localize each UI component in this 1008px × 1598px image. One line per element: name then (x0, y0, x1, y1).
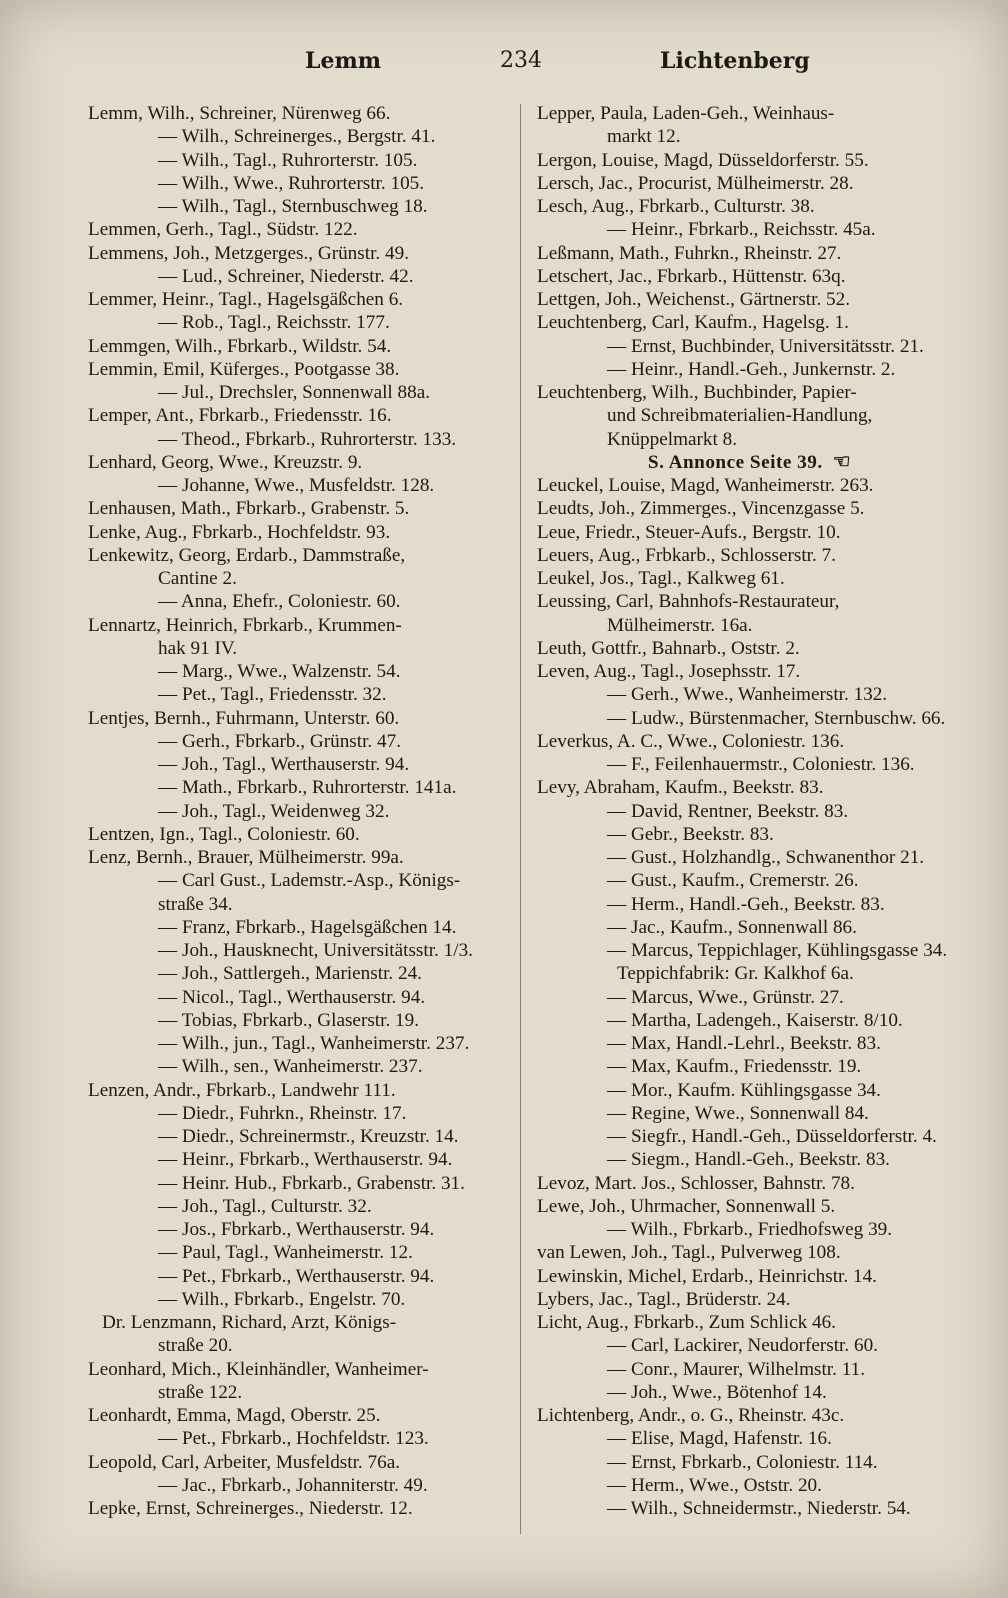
entry-line: — Gerh., Wwe., Wanheimerstr. 132. (607, 684, 888, 706)
entry-line: — Wilh., jun., Tagl., Wanheimerstr. 237. (158, 1033, 470, 1054)
entry-line: — Theod., Fbrkarb., Ruhrorterstr. 133. (158, 428, 457, 450)
entry-line: — Wilh., Tagl., Ruhrorterstr. 105. (158, 149, 418, 171)
entry-line: straße 34. (158, 893, 233, 915)
entry-line: — Heinr., Fbrkarb., Werthauserstr. 94. (158, 1149, 453, 1171)
entry-line: straße 122. (158, 1381, 243, 1403)
entry-line: Lemmgen, Wilh., Fbrkarb., Wildstr. 54. (88, 335, 392, 357)
entry-line: — Wilh., Schreinerges., Bergstr. 41. (158, 126, 436, 148)
entry-line: — Diedr., Fuhrkn., Rheinstr. 17. (158, 1102, 407, 1124)
entry-line: Leonhard, Mich., Kleinhändler, Wanheimer- (88, 1358, 429, 1380)
entry-line: — Conr., Maurer, Wilhelmstr. 11. (607, 1358, 865, 1380)
entry-line: Levoz, Mart. Jos., Schlosser, Bahnstr. 78. (537, 1172, 855, 1194)
entry-line: — Max, Handl.-Lehrl., Beekstr. 83. (607, 1033, 881, 1054)
entry-line: Lemmens, Joh., Metzgerges., Grünstr. 49. (88, 242, 409, 264)
entry-line: — Gerh., Fbrkarb., Grünstr. 47. (158, 730, 402, 752)
entry-line: — Nicol., Tagl., Werthauserstr. 94. (158, 986, 426, 1008)
entry-line: — Diedr., Schreinermstr., Kreuzstr. 14. (158, 1126, 459, 1147)
entry-line: — Siegfr., Handl.-Geh., Düsseldorferstr. 4. (607, 1126, 937, 1147)
column-divider (520, 104, 521, 1534)
entry-line: — Gebr., Beekstr. 83. (607, 823, 774, 845)
entry-line: Lenke, Aug., Fbrkarb., Hochfeldstr. 93. (88, 521, 391, 543)
entry-line: Letschert, Jac., Fbrkarb., Hüttenstr. 63q. (537, 265, 846, 287)
right-column (537, 102, 962, 1520)
entry-line: — Heinr. Hub., Fbrkarb., Grabenstr. 31. (158, 1172, 465, 1194)
entry-line: Lenkewitz, Georg, Erdarb., Dammstraße, (88, 544, 406, 566)
entry-line: — Lud., Schreiner, Niederstr. 42. (158, 265, 414, 287)
entry-line: — Joh., Tagl., Werthauserstr. 94. (158, 754, 410, 775)
entry-line: — Joh., Wwe., Bötenhof 14. (607, 1381, 827, 1403)
entry-line: Leonhardt, Emma, Magd, Oberstr. 25. (88, 1405, 381, 1426)
entry-line: — Math., Fbrkarb., Ruhrorterstr. 141a. (158, 777, 457, 799)
entry-line: — Wilh., Tagl., Sternbuschweg 18. (158, 196, 428, 217)
entry-line: — Gust., Kaufm., Cremerstr. 26. (607, 870, 859, 892)
entry-line: Leukel, Jos., Tagl., Kalkweg 61. (537, 568, 785, 589)
entry-line: Teppichfabrik: Gr. Kalkhof 6a. (617, 963, 854, 985)
entry-line: Leverkus, A. C., Wwe., Coloniestr. 136. (537, 730, 845, 752)
entry-line: — Joh., Tagl., Culturstr. 32. (158, 1195, 372, 1217)
entry-line: Leuers, Aug., Frbkarb., Schlosserstr. 7. (537, 544, 836, 566)
entry-line: Leuckel, Louise, Magd, Wanheimerstr. 263. (537, 475, 874, 496)
entry-line: Lenzen, Andr., Fbrkarb., Landwehr 111. (88, 1079, 396, 1101)
header-right-word: Lichtenberg (660, 48, 810, 74)
left-column (88, 102, 510, 1520)
entry-line: Lepper, Paula, Laden-Geh., Weinhaus- (537, 103, 835, 124)
entry-line: — Anna, Ehefr., Coloniestr. 60. (158, 591, 401, 613)
entry-line: — Wilh., Schneidermstr., Niederstr. 54. (607, 1498, 911, 1519)
entry-line: — Herm., Wwe., Oststr. 20. (607, 1474, 822, 1496)
entry-line: Leven, Aug., Tagl., Josephsstr. 17. (537, 661, 801, 682)
entry-line: — Rob., Tagl., Reichsstr. 177. (158, 312, 390, 334)
entry-line: Lemmin, Emil, Küferges., Pootgasse 38. (88, 358, 400, 380)
entry-line: Licht, Aug., Fbrkarb., Zum Schlick 46. (537, 1312, 836, 1333)
entry-line: — Martha, Ladengeh., Kaiserstr. 8/10. (607, 1009, 903, 1031)
entry-line: Lenz, Bernh., Brauer, Mülheimerstr. 99a. (88, 847, 404, 868)
entry-line: — Marcus, Teppichlager, Kühlingsgasse 34. (607, 940, 948, 961)
entry-line: Lergon, Louise, Magd, Düsseldorferstr. 55. (537, 149, 869, 171)
pointing-hand-icon: ☜ (832, 450, 852, 473)
entry-line: Lichtenberg, Andr., o. G., Rheinstr. 43c. (537, 1405, 845, 1426)
entry-line: — Herm., Handl.-Geh., Beekstr. 83. (607, 893, 885, 915)
entry-line: — Wilh., sen., Wanheimerstr. 237. (158, 1056, 423, 1078)
entry-line: — Heinr., Handl.-Geh., Junkernstr. 2. (607, 358, 896, 380)
page-header (90, 48, 810, 82)
entry-line: — Joh., Sattlergeh., Marienstr. 24. (158, 963, 422, 985)
entry-line: markt 12. (607, 126, 681, 148)
entry-line: straße 20. (158, 1335, 233, 1357)
entry-line: Leussing, Carl, Bahnhofs-Restaurateur, (537, 591, 840, 613)
entry-line: Lewinskin, Michel, Erdarb., Heinrichstr. 14. (537, 1265, 877, 1287)
entry-line: Lybers, Jac., Tagl., Brüderstr. 24. (537, 1288, 791, 1310)
entry-line: — Carl Gust., Lademstr.-Asp., Königs- (158, 870, 461, 892)
entry-line: — Marcus, Wwe., Grünstr. 27. (607, 986, 844, 1008)
entry-line: — Ernst, Buchbinder, Universitätsstr. 21. (607, 335, 924, 357)
entry-line: Lettgen, Joh., Weichenst., Gärtnerstr. 52. (537, 289, 851, 310)
annonce-text: S. Annonce Seite 39. (647, 451, 823, 473)
entry-line: Lenhausen, Math., Fbrkarb., Grabenstr. 5. (88, 498, 410, 520)
entry-line: Lesch, Aug., Fbrkarb., Culturstr. 38. (537, 196, 815, 217)
entry-line: Leuchtenberg, Wilh., Buchbinder, Papier- (537, 382, 857, 403)
entry-line: Lemm, Wilh., Schreiner, Nürenweg 66. (88, 103, 391, 124)
entry-line: — Johanne, Wwe., Musfeldstr. 128. (158, 475, 435, 496)
entry-line: — F., Feilenhauermstr., Coloniestr. 136. (607, 754, 915, 775)
page-number: 234 (500, 48, 542, 73)
entry-line: — Carl, Lackirer, Neudorferstr. 60. (607, 1335, 878, 1357)
entry-line: Cantine 2. (158, 568, 237, 589)
entry-line: Lentzen, Ign., Tagl., Coloniestr. 60. (88, 823, 360, 845)
entry-line: — Wilh., Fbrkarb., Friedhofsweg 39. (607, 1219, 893, 1240)
entry-line: Lentjes, Bernh., Fuhrmann, Unterstr. 60. (88, 707, 400, 729)
entry-line: Levy, Abraham, Kaufm., Beekstr. 83. (537, 777, 824, 799)
entry-line: — David, Rentner, Beekstr. 83. (607, 800, 849, 822)
entry-line: — Franz, Fbrkarb., Hagelsgäßchen 14. (158, 916, 457, 938)
entry-line: — Pet., Fbrkarb., Hochfeldstr. 123. (158, 1428, 429, 1450)
entry-line: Lersch, Jac., Procurist, Mülheimerstr. 28. (537, 172, 854, 194)
entry-line: — Jul., Drechsler, Sonnenwall 88a. (158, 382, 431, 403)
entry-line: Lennartz, Heinrich, Fbrkarb., Krummen- (88, 614, 402, 636)
entry-line: — Regine, Wwe., Sonnenwall 84. (607, 1102, 869, 1124)
entry-line: — Heinr., Fbrkarb., Reichsstr. 45a. (607, 219, 876, 241)
annonce-reference (537, 451, 962, 474)
entry-line: — Max, Kaufm., Friedensstr. 19. (607, 1056, 862, 1078)
entry-line: hak 91 IV. (158, 637, 238, 659)
entry-line: Lemper, Ant., Fbrkarb., Friedensstr. 16. (88, 405, 392, 427)
entry-line: Dr. Lenzmann, Richard, Arzt, Königs- (102, 1312, 397, 1333)
entry-line: — Jos., Fbrkarb., Werthauserstr. 94. (158, 1219, 435, 1240)
entry-line: — Pet., Tagl., Friedensstr. 32. (158, 684, 387, 706)
entry-line: — Joh., Hausknecht, Universitätsstr. 1/3. (158, 940, 473, 961)
entry-line: — Tobias, Fbrkarb., Glaserstr. 19. (158, 1009, 420, 1031)
entry-line: — Ludw., Bürstenmacher, Sternbuschw. 66. (607, 707, 946, 729)
entry-line: Leuchtenberg, Carl, Kaufm., Hagelsg. 1. (537, 312, 849, 334)
entry-line: — Siegm., Handl.-Geh., Beekstr. 83. (607, 1149, 890, 1171)
entry-line: Lemmer, Heinr., Tagl., Hagelsgäßchen 6. (88, 289, 404, 310)
entry-line: — Pet., Fbrkarb., Werthauserstr. 94. (158, 1265, 435, 1287)
entry-line: Lepke, Ernst, Schreinerges., Niederstr. 12. (88, 1498, 413, 1519)
entry-line: Leßmann, Math., Fuhrkn., Rheinstr. 27. (537, 242, 842, 264)
entry-line: Mülheimerstr. 16a. (607, 614, 753, 636)
entry-line: Lewe, Joh., Uhrmacher, Sonnenwall 5. (537, 1195, 836, 1217)
entry-line: Lemmen, Gerh., Tagl., Südstr. 122. (88, 219, 358, 241)
entry-line: Leuth, Gottfr., Bahnarb., Oststr. 2. (537, 637, 800, 659)
entry-line: — Mor., Kaufm. Kühlingsgasse 34. (607, 1079, 881, 1101)
entry-line: — Jac., Fbrkarb., Johanniterstr. 49. (158, 1474, 428, 1496)
entry-line: — Joh., Tagl., Weidenweg 32. (158, 800, 390, 822)
entry-line: van Lewen, Joh., Tagl., Pulverweg 108. (537, 1242, 841, 1264)
entry-line: Knüppelmarkt 8. (607, 428, 738, 450)
entry-line: — Ernst, Fbrkarb., Coloniestr. 114. (607, 1451, 878, 1473)
entry-line: — Marg., Wwe., Walzenstr. 54. (158, 661, 401, 682)
entry-line: — Jac., Kaufm., Sonnenwall 86. (607, 916, 857, 938)
entry-line: Lenhard, Georg, Wwe., Kreuzstr. 9. (88, 451, 363, 473)
entry-line: — Elise, Magd, Hafenstr. 16. (607, 1428, 832, 1450)
entry-line: Leue, Friedr., Steuer-Aufs., Bergstr. 10. (537, 521, 841, 543)
entry-line: — Gust., Holzhandlg., Schwanenthor 21. (607, 847, 925, 868)
header-left-word: Lemm (305, 48, 382, 74)
entry-line: — Wilh., Fbrkarb., Engelstr. 70. (158, 1288, 406, 1310)
entry-line: — Wilh., Wwe., Ruhrorterstr. 105. (158, 172, 425, 194)
entry-line: und Schreibmaterialien-Handlung, (607, 405, 873, 427)
entry-line: — Paul, Tagl., Wanheimerstr. 12. (158, 1242, 413, 1264)
entry-line: Leopold, Carl, Arbeiter, Musfeldstr. 76a. (88, 1451, 401, 1473)
entry-line: Leudts, Joh., Zimmerges., Vincenzgasse 5. (537, 498, 865, 520)
